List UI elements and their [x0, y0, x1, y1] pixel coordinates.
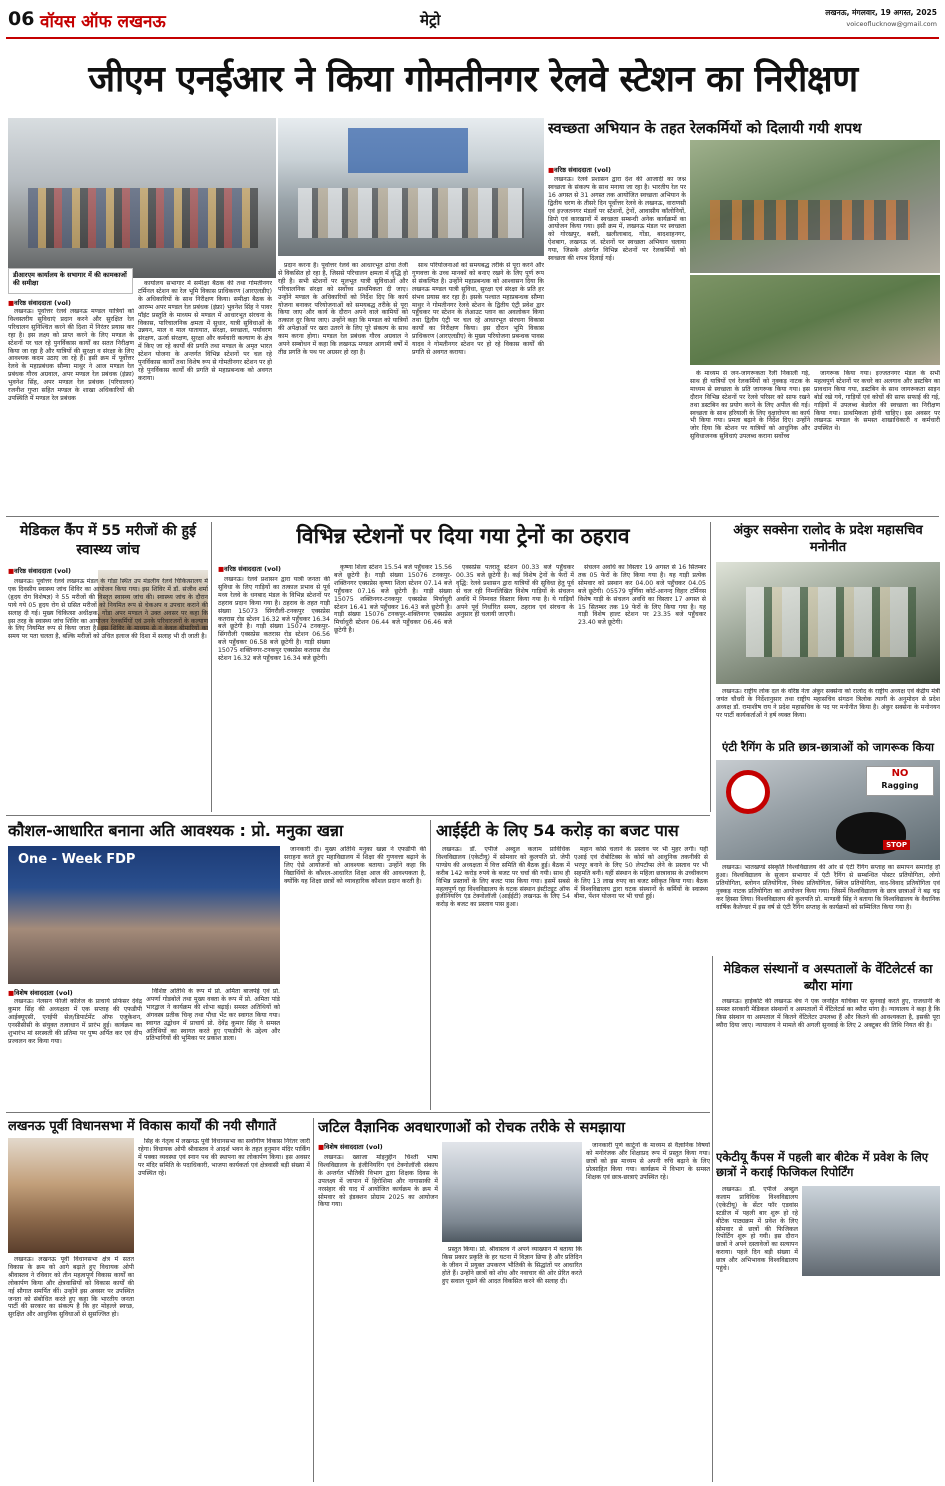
lead-photo-corridor — [8, 118, 276, 278]
fdp-col1: लखनऊ। नेलसन फीजी कॉलेज के प्राचार्य प्रोफेसर देवेंद्र कुमार सिंह की अध्यक्षता में एक सप्ताह की एफडीपी आईक्यूएसी, एनईपी सेल/डिपार्टमेंट ऑफ एजुकेशन, एनसीसीसी के संयुक्त तत्वाधान में प्रारंभ हुई। कार्यक्रम का शुभारंभ मां सरस्वती की प्रतिमा पर पुष्प अर्पित कर एवं दीप प्रज्वलन कर किया गया। — [8, 998, 142, 1045]
section-name: मेट्रो — [420, 11, 441, 29]
stop-hand-sign — [836, 812, 906, 854]
vidhansabha-col1: लखनऊ। लखनऊ पूर्वी विधानसभा क्षेत्र में सतत विकास के क्रम को आगे बढ़ाते हुए विधायक ओपी श्रीवास्तव ने रविवार को तीन महत्वपूर्ण विकास कार्यों का लोकार्पण किया और क्षेत्रवासियों को विकास कार्यों की नई सौगात समर्पित कीं। उन्होंने इस अवसर पर उपस्थित जनता को संबोधित करते हुए कहा कि भारतीय जनता पार्टी की सरकार का संकल्प है कि हर मोहल्ले स्वच्छ, सुरक्षित और आधुनिक सुविधाओं से सुसज्जित हो। — [8, 1256, 134, 1319]
no-ragging-sign — [866, 766, 934, 796]
ragging-headline: एंटी रैगिंग के प्रति छात्र-छात्राओं को जागरूक किया — [722, 740, 935, 754]
date-line: लखनऊ, मंगलवार, 19 अगस्त, 2025 — [825, 8, 937, 17]
rule-vidhansabha — [313, 1118, 314, 1482]
ankur-photo — [716, 562, 940, 684]
fdp-photo — [8, 846, 280, 984]
medical-body: लखनऊ। पूर्वोत्तर रेलवे लखनऊ मंडल के गोंडा स्थित उप मंडलीय रेलवे चिकित्सालय में एक दिवसीय स्वास्थ्य जांच शिविर का आयोजन किया गया। इस शिविर में डॉ. संजीव शर्मा (हृदय रोग विशेषज्ञ) ने 55 मरीजों की विस्तृत स्वास्थ्य जांच की। स्वास्थ्य जांच के दौरान पाये गये 05 हृदय रोग से ग्रसित मरीजों को नियमित रूप से चेकअप व उपचार कराने की सलाह दी गई। मुख्य चिकित्सा अधीक्षक, गोंडा अपर मण्डल ने उक्त अवसर पर कहा कि इस तरह के स्वास्थ्य जांच शिविर का आयोजन रेलकर्मियों एवं उनके परिवारजनों के कल्याण के लिए नियमित रूप से किया जाता है। इस शिविर के माध्यम से न केवल बीमारियों का समय पर पता चलता है, बल्कि मरीजों को उचित इलाज की दिशा में सलाह भी दी जाती है। — [8, 578, 208, 641]
vidhansabha-photo — [8, 1138, 134, 1253]
trains-headline: विभिन्न स्टेशनों पर दिया गया ट्रेनों का ठहराव — [296, 524, 630, 548]
swachhata-photo-1 — [690, 140, 940, 273]
rule-mid-section — [6, 815, 710, 816]
fdp-banner: One - Week FDP — [18, 852, 136, 867]
no-ragging-sign-no: NO — [891, 768, 909, 779]
lead-photo-meeting — [278, 118, 544, 256]
aktu-photo — [802, 1186, 940, 1276]
ankur-body: लखनऊ। राष्ट्रीय लोक दल के वरिष्ठ नेता अंकुर सक्सेना को रालोद के राष्ट्रीय अध्यक्ष एवं केंद्रीय मंत्री जयंत चौधरी के निर्देशानुसार तथा राष्ट्रीय महासचिव संगठन त्रिलोक त्यागी के अनुमोदन से प्रदेश अध्यक्ष डॉ. रामाशीष राय ने प्रदेश महासचिव के पद पर मनोनीत किया है। अंकुर सक्सेना के मनोनयन पर पार्टी कार्यकर्ताओं ने हर्ष व्यक्त किया। — [716, 688, 940, 719]
fdp-col2: विशिष्ट अतिथि के रूप में प्रो. अमिता बाजपेई एवं प्रो. अपर्णा गोडबोले तथा मुख्य वक्ता के रूप में प्रो. अमिता पांडे भारद्वाज ने कार्यक्रम की शोभा बढ़ाई। समस्त अतिथियों को अंगवस्त्र प्रतीक चिन्ह तथा पौधा भेंट कर स्वागत किया गया। स्वागत उद्बोधन में प्राचार्य प्रो. देवेंद्र कुमार सिंह ने समस्त अतिथियों का स्वागत करते हुए एफडीपी के उद्देश्य और प्रतिभागियों की भूमिका पर प्रकाश डाला। — [146, 988, 280, 1043]
paper-title: वॉयस ऑफ लखनऊ — [40, 12, 166, 32]
swachhata-col3: के माध्यम से जन-जागरूकता रैली निकाली गई, साथ ही यात्रियों एवं रेलकर्मियों को नुक्कड़ नाटक के माध्यम से स्वच्छता के प्रति जागरूक किया गया। इस दौरान विभिन्न स्टेशनों पर रेलवे परिसर को साफ रखने तथा डस्टबिन का प्रयोग करने के लिए अपील की गई। स्वच्छता के साथ हरियाली के लिए वृक्षारोपण का कार्य भी किया गया। प्रमता बढ़ाने के निर्देश दिए। उन्होंने जोर दिया कि स्टेशन पर यात्रियों को आधुनिक और सुविधाजनक सुविधाएं उपलब्ध कराना सर्वोच्च — [690, 370, 810, 441]
lead-col1: लखनऊ। पूर्वोत्तर रेलवे लखनऊ मण्डल यात्रियों को विश्वस्तरीय सुविधाएं प्रदान करने और सुरक्षित रेल परिचालन सुनिश्चित करने की दिशा में निरंतर प्रयास कर रहा है। इस लक्ष्य को प्राप्त करने के लिए मण्डल के स्टेशनों पर चल रहे पुनर्विकास कार्यों का सतत निरीक्षण किया जा रहा है और यात्रियों की सुरक्षा व संरक्षा के लिए आवश्यक कदम उठाए जा रहे हैं। इसी क्रम में पूर्वोत्तर रेलवे के महाप्रबंधक सौम्या माथुर ने आज मण्डल रेल प्रबंधक गौरव अग्रवाल, अपर मण्डल रेल प्रबंधक (इंफ्रा) भुवनेश सिंह, अपर मण्डल रेल प्रबंधक (परिचालन) रजनीश गुप्ता सहित मण्डल के शाखा अधिकारियों की उपस्थिति में मण्डल रेल प्रबंधक — [8, 308, 134, 402]
swachhata-headline: स्वच्छता अभियान के तहत रेलकर्मियों को दिलायी गयी शपथ — [548, 121, 862, 137]
rule-top-section — [6, 516, 939, 517]
lead-headline: जीएम एनईआर ने किया गोमतीनगर रेलवे स्टेशन का निरीक्षण — [88, 59, 858, 100]
page-number: 06 — [8, 8, 35, 30]
lead-byline: ■ वरिष्ठ संवाददाता (vol) — [8, 298, 71, 307]
lead-col3: प्रदान करना है। पूर्वोत्तर रेलवे का आधारभूत ढांचा तेजी से विकसित हो रहा है, जिससे परिचालन क्षमता में वृद्धि हो रही है। सभी स्टेशनों पर मूलभूत यात्री सुविधाओं और परिचालनिक संरक्षा को सर्वोच्च प्राथमिकता दी जाए। उन्होंने मण्डल के अधिकारियों को निर्देश दिए कि कार्य योजना बनाकर परियोजनाओं को समयबद्ध तरीके से पूरा किया जाए और कार्य के दौरान अपने वाले कामियों को तत्काल दूर किया जाए। उन्होंने कहा कि मण्डल को यात्रियों की अपेक्षाओं पर खरा उतरने के लिए पूरे संकल्प के साथ काम करना होगा। मण्डल रेल प्रबंधक गौरव अग्रवाल ने अपने सम्बोधन में कहा कि लखनऊ मण्डल आगामी वर्षों में तीव्र प्रगति के पथ पर अग्रसर हो रहा है। — [278, 262, 408, 356]
lead-col4: साथ परियोजनाओं को समयबद्ध तरीके से पूरा करने और गुणवत्ता के उच्च मानकों को बनाए रखने के लिए पूर्ण रूप से संकल्पित है। उन्होंने महाप्रबन्धक को आश्वासन दिया कि लखनऊ मण्डल यात्री सुविधा, सुरक्षा एवं संरक्षा के प्रति हर संभव प्रयास कर रहा है। इसके पश्चात महाप्रबन्धक सौम्या माथुर ने गोमतीनगर रेलवे स्टेशन के द्वितीय एंट्री प्रवेश द्वार पहुँचकर पर स्टेशन के लेआउट प्लान का अवलोकन किया तथा द्वितीय एंट्री पर चल रहे आधारभूत संरचना विकास कार्यों का निरीक्षण किया। इस दौरान भूमि विकास प्राधिकरण (आरएलडीए) के मुख्य परियोजना प्रबन्धक पावस यादव ने गोमतीनगर स्टेशन पर हो रहे विकास कार्यों की प्रगति से अवगत कराया। — [412, 262, 544, 356]
science-byline: ■ विशेष संवाददाता (vol) — [318, 1142, 383, 1151]
ventilator-body: लखनऊ। हाईकोर्ट की लखनऊ बेंच ने एक जनहित याचिका पर सुनवाई करते हुए, राजधानी के समस्त सरकारी मेडिकल संस्थानों व अस्पतालों में वेंटिलेटर्स का ब्यौरा मांगा है। न्यायालय ने कहा है कि किस संस्थान या अस्पताल में कितने वेंटिलेटर उपलब्ध हैं और कितने की आवश्यकता है, इसकी पूरा ब्यौरा दिया जाए। न्यायालय ने मामले की अगली सुनवाई के लिए 2 अक्टूबर की तिथि नियत की है। — [716, 998, 940, 1029]
ankur-headline: अंकुर सक्सेना रालोद के प्रदेश महासचिव मनोनीत — [733, 523, 923, 555]
swachhata-photo-2 — [690, 275, 940, 365]
ragging-photo — [716, 760, 940, 860]
trains-col1: लखनऊ। रेलवे प्रशासन द्वारा यात्री जनता की सुविधा के लिए गाड़ियों का तत्काल प्रभाव से पूर्व मध्य रेलवे के धनबाद मंडल के विभिन्न स्टेशनों पर ठहराव प्रदान किया गया है। ठहराव के तहत गाड़ी संख्या 15073 सिंगरौली-टनकपुर एक्सप्रेस कतरास रोड स्टेशन 16.32 बजे पहुँचकर 16.34 बजे छूटेगी है। गाड़ी संख्या 15074 टनकपुर-सिंगरौली एक्सप्रेस कतरास रोड स्टेशन 06.56 बजे पहुँचकर 06.58 बजे छूटेगी है। गाड़ी संख्या 15075 शक्तिनगर-टनकपुर एक्सप्रेस कतरास रोड स्टेशन 16.32 बजे पहुँचकर 16.34 बजे छूटेगी। — [218, 576, 330, 663]
masthead — [0, 0, 945, 40]
rule-fdp — [430, 820, 431, 1110]
no-ragging-sign-text: Ragging — [881, 781, 919, 790]
science-col1: लखनऊ। ख्वाजा मोइनुद्दीन चिश्ती भाषा विश्वविद्यालय के इंजीनियरिंग एवं टेक्नोलॉजी संकाय के अन्तर्गत भौतिकी विभाग द्वारा शिक्षक दिवस के उपलक्ष्य में जापान में हिरोशिमा और नागासाकी में नरसंहार की याद में आयोजित कार्यक्रम के क्रम में सोमवार को इंडक्शन प्रोग्राम 2025 का आयोजन किया गया। — [318, 1154, 438, 1209]
rule-medical — [211, 522, 212, 812]
fdp-headline: कौशल-आधारित बनाना अति आवश्यक : प्रो. मनुका खन्ना — [8, 821, 344, 840]
aktu-body: लखनऊ। डॉ. एपीजे अब्दुल कलाम प्राविधिक विश्वविद्यालय (एकेटीयू) के सेंटर फॉर एडवांस स्टडीज में पहली बार शुरू हो रहे बीटेक पाठ्यक्रम में प्रवेश के लिए सोमवार से छात्रों की फिजिकल रिपोर्टिंग शुरू हो गयी। इस दौरान छात्रों ने अपने दस्तावेजों का सत्यापन कराया। पहले दिन बड़ी संख्या में छात्र और अभिभावक विश्वविद्यालय पहुंचे। — [716, 1186, 798, 1273]
rule-right-column — [712, 956, 713, 1482]
fdp-byline: ■ विशेष संवाददाता (vol) — [8, 988, 73, 997]
ventilator-headline: मेडिकल संस्थानों व अस्पतालों के वेंटिलेटर्स का ब्यौरा मांगा — [723, 961, 933, 993]
stop-badge: STOP — [883, 840, 910, 850]
ragging-body: लखनऊ। भातखण्डे संस्कृति विश्वविद्यालय की ओर से एंटी रैगिंग सप्ताह का समापन समारोह हो हुआ। विश्वविद्यालय के सुजान सभागार में एंटी रैगिंग से सम्बन्धित पोस्टर प्रतियोगिता, लोगो प्रतियोगिता, स्लोगन प्रतियोगिता, निबंध प्रतियोगिता, क्विज प्रतियोगिता, वाद-विवाद प्रतियोगिता एवं नुक्कड़ नाटक प्रतियोगिता का आयोजन किया गया। जिसमें विश्वविद्यालय के छात्र छात्राओं ने बढ़ चढ़ कर हिस्सा लिया। विश्वविद्यालय की कुलपति प्रो. माण्डवी सिंह ने बताया कि विश्वविद्यालय के वैधानिक वार्षिक कैलेण्डर में इस वर्ष से एंटी रैगिंग सप्ताह के कार्यक्रमों को सम्मिलित किया गया है। — [716, 864, 940, 911]
masthead-rule — [6, 37, 939, 39]
science-photo — [442, 1142, 582, 1242]
email: voiceoflucknow@gmail.com — [846, 20, 937, 28]
trains-col3: एक्सप्रेस पतरातू स्टेशन 00.33 बजे पहुँचकर 00.35 बजे छूटेगी है। कई विशेष ट्रेनों के फेरों में वृद्धि: रेलवे प्रशासन द्वारा यात्रियों की सुविधा हेतु पूर्व से चल रही निम्नलिखित विशेष गाड़ियों के संचलन अवधि में निम्नवत विस्तार किया गया है। ये गाड़ियाँ अपने पूर्व निर्धारित समय, ठहराव एवं संरचना के अनुसार ही चलायी जाएगी। — [456, 564, 574, 619]
rule-trains — [710, 522, 711, 812]
medical-headline: मेडिकल कैंप में 55 मरीजों की हुई स्वास्थ्य जांच — [20, 523, 196, 558]
trains-col4: संचलन अवधि का विस्तार 19 अगस्त से 16 सितम्बर तक 05 फेरों के लिए किया गया है। यह गाड़ी प्रत्येक सोमवार को प्रस्थान कर 04.00 बजे पहुँचकर 04.05 बजे छूटेगी। 05579 पूर्णिया कोर्ट-आनन्द विहार टर्मिनस विशेष गाड़ी के संचलन अवधि का विस्तार 17 अगस्त से 15 सितम्बर तक 19 फेरों के लिए किया गया है। यह गाड़ी विशेष हाल्ट स्टेशन पर 23.35 बजे पहुँचकर 23.40 बजे छूटेगी। — [578, 564, 706, 627]
lead-col2: कार्यालय सभागार में समीक्षा बैठक की तथा गोमतीनगर टर्मिनल स्टेशन का रेल भूमि विकास प्राधिकरण (आरएलडीए) के अधिकारियों के साथ निरीक्षण किया। समीक्षा बैठक के आरम्भ अपर मण्डल रेल प्रबंधक (इंफ्रा) भुवनेश सिंह ने पावर पॉइंट प्रस्तुति के माध्यम से मण्डल में आधारभूत संरचना के विकास, पारिचालनिक क्षमता में सुधार, यात्री सुविधाओं के उन्नयन, माल व माल यातायात, संरक्षा, स्वच्छता, पर्यावरण संरक्षण, ऊर्जा संरक्षण, सुरक्षा और कर्मचारी कल्याण के क्षेत्र में किए जा रहे कार्यों की प्रगति तथा मण्डल के अमृत भारत स्टेशन योजना के अन्तर्गत विभिन्न स्टेशनों पर चल रहे पुनर्विकास कार्यों तथा विशेष रूप से गोमतीनगर स्टेशन पर हो रहे पुनर्विकास कार्यों की प्रगति से महाप्रबन्धक को अवगत कराया। — [138, 280, 272, 382]
vidhansabha-headline: लखनऊ पूर्वी विधानसभा में विकास कार्यों की नयी सौगातें — [8, 1119, 277, 1134]
iiit-headline: आईईटी के लिए 54 करोड़ का बजट पास — [436, 821, 679, 840]
science-headline: जटिल वैज्ञानिक अवधारणाओं को रोचक तरीके से समझाया — [318, 1120, 626, 1136]
swachhata-col4: जागरूक किया गया। इज्जतनगर मंडल के सभी महत्वपूर्ण स्टेशनों पर कचरे का अलगाव और डस्टबिन का प्रावधान किया गया, डस्टबिन के साथ जागरूकता साइन बोर्ड रखे गये, गाड़ियों एवं कोचों की साफ सफाई की गई, गाड़ियों में उपलब्ध बेडरोल की स्वच्छता का निरीक्षण किया गया। प्राथमिकता होनी चाहिए। इस अवसर पर लखनऊ मण्डल के समस्त शाखाधिकारी व कर्मचारी उपस्थित थे। — [814, 370, 940, 433]
rule-lower-section — [6, 1112, 710, 1113]
iiit-col1: लखनऊ। डॉ. एपीजे अब्दुल कलाम प्राविधिक विश्वविद्यालय (एकेटीयू) में सोमवार को कुलपति प्रो. जेपी पाण्डेय की अध्यक्षता में वित्त समिति की बैठक हुई। बैठक में करीब 142 करोड़ रुपये के बजट पर चर्चा की गयी। साथ ही विभिन्न प्रस्तावों के लिए बजट पास किया गया। इसमें सबसे महत्वपूर्ण रहा विश्वविद्यालय के घटक संस्थान इंस्टीट्यूट ऑफ इंजीनियरिंग एंड टेक्नोलॉजी (आईईटी) लखनऊ के लिए 54 करोड़ के बजट का प्रस्ताव पास हुआ। — [436, 846, 570, 909]
aktu-headline: एकेटीयू कैंपस में पहली बार बीटेक में प्रवेश के लिए छात्रों ने कराई फिजिकल रिपोर्टिंग — [716, 1150, 929, 1179]
swachhata-byline: ■ वरिष्ठ संवाददाता (vol) — [548, 165, 611, 174]
science-col3: जानकारी पूर्ण कार्टूनों के माध्यम से वैज्ञानिक विषयों को मनोरंजक और शिक्षाप्रद रूप में प्रस्तुत किया गया। छात्रों को इस माध्यम से अपनी रुचि बढ़ाने के लिए प्रोत्साहित किया गया। कार्यक्रम में विभाग के समस्त शिक्षक एवं छात्र-छात्राएं उपस्थित रहे। — [586, 1142, 710, 1181]
trains-byline: ■ वरिष्ठ संवाददाता (vol) — [218, 564, 281, 573]
medical-byline: ■ वरिष्ठ संवाददाता (vol) — [8, 566, 71, 575]
trains-col2: कृष्णा शिला स्टेशन 15.54 बजे पहुँचकर 15.56 बजे छूटेगी है। गाड़ी संख्या 15076 टनकपुर-शक्तिनगर एक्सप्रेस कृष्णा शिला स्टेशन 07.14 बजे पहुँचकर 07.16 बजे छूटेगी है। गाड़ी संख्या 15075 शक्तिनगर-टनकपुर एक्सप्रेस मिर्चाधुरी स्टेशन 16.41 बजे पहुँचकर 16.43 बजे छूटेगी है। गाड़ी संख्या 15076 टनकपुर-शक्तिनगर एक्सप्रेस मिर्चाधुरी स्टेशन 06.44 बजे पहुँचकर 06.46 बजे छूटेगी है। — [334, 564, 452, 635]
vidhansabha-col2: सिंह के नेतृत्व में लखनऊ पूर्वी विधानसभा का सर्वांगीण विकास निरंतर जारी रहेगा। विधायक ओपी श्रीवास्तव ने आदर्श भवन के तहत हनुमान मंदिर पार्किंग में पक्का व्यवस्था एवं स्नान पथ की स्थापना का लोकार्पण किया। इस अवसर पर मंदिर समिति के पदाधिकारी, भाजपा कार्यकर्ता एवं क्षेत्रवासी बड़ी संख्या में उपस्थित रहे। — [138, 1138, 310, 1177]
fdp-col3: जानकारी दी। मुख्य अतिथि मनुका खन्ना ने एफडीपी की सराहना करते हुए महाविद्यालय में शिक्षा की गुणवत्ता बढ़ाने के लिए ऐसे आयोजनों को आवश्यक बताया। उन्होंने कहा कि विद्यार्थियों के कौशल-आधारित शिक्षा आज की आवश्यकता है, क्योंकि यह शिक्षा छात्रों को व्यावहारिक कौशल प्रदान करती है। — [284, 846, 426, 885]
swachhata-col1: लखनऊ। रेलवे प्रशासन द्वारा देश की आजादी का जश्न स्वच्छता के संकल्प के साथ मनाया जा रहा है। भारतीय रेल पर 16 अगस्त से 31 अगस्त तक आयोजित स्वच्छता अभियान के द्वितीय चरण के तीसरे दिन पूर्वोत्तर रेलवे के लखनऊ, वाराणसी एवं इज्जतनगर मंडलों पर स्टेशनों, ट्रेनों, आवासीय कॉलोनियों, डिपो एवं कारखानों में स्वच्छता सम्बन्धी अनेक कार्यक्रमों का आयोजन किया गया। इसी क्रम में, लखनऊ मंडल पर स्वच्छता को गोरखपुर, बस्ती, खलीलाबाद, गोंडा, बादशाहनगर, ऐशबाग, लखनऊ जं. स्टेशनों पर स्वच्छता अभियान चलाया गया, जिसके अंतर्गत विभिन्न स्टेशनों पर रेलकर्मियों को स्वच्छता की शपथ दिलाई गई। — [548, 176, 686, 263]
iiit-col2: महान कोर्स चलाने के प्रस्ताव पर भी मुहर लगी। यहीं एआई एवं रोबोटिक्स के कोर्स को आधुनिक तकनीकी से भरपूर बनाने के लिए 50 लेपटॉप्स लेने के प्रस्ताव पर भी सहमति बनी। यहीं संस्थान के महिला छात्रावास के उच्चीकरण के लिए 13 लाख रुपए का बजट स्वीकृत किया गया। बैठक में विश्वविद्यालय द्वारा घटक संस्थानों के कर्मियों के स्वास्थ्य बीमा, पेंशन योजना पर भी चर्चा हुई। — [574, 846, 708, 901]
lead-photo-caption: डीआरएम कार्यालय के सभागार में की कामकाजों की समीक्षा — [10, 270, 131, 292]
science-col2: प्रस्तुत किया। प्रो. श्रीवास्तव ने अपने व्याख्यान में बताया कि किस प्रकार प्रकृति के हर घटना में विज्ञान छिपा है और प्रतिदिन के जीवन में प्रयुक्त उपकरण भौतिकी के सिद्धांतों पर आधारित होते हैं। उन्होंने छात्रों को शोध और नवाचार की ओर प्रेरित करते हुए सवाल पूछने की आदत विकसित करने की सलाह दी। — [442, 1246, 582, 1285]
